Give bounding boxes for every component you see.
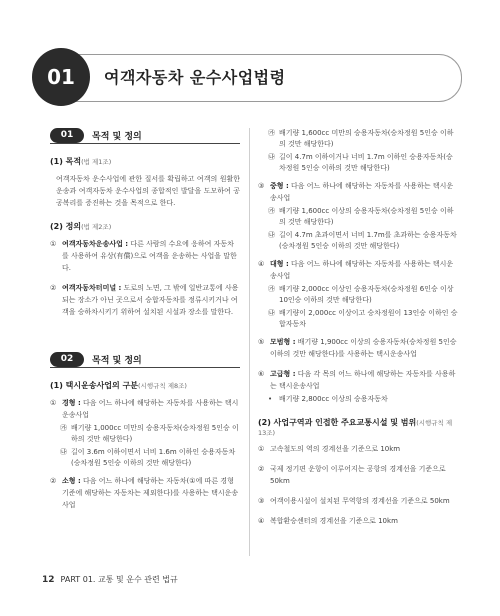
list-item xyxy=(258,368,458,392)
list-marker: ③ xyxy=(258,182,265,190)
list-term: 경형 : xyxy=(62,399,81,407)
list-text xyxy=(270,258,458,282)
list-text xyxy=(270,463,458,487)
list-marker: ⑤ xyxy=(258,338,265,346)
list-marker: ② xyxy=(50,477,57,485)
definition-list xyxy=(50,238,240,318)
list-item xyxy=(258,463,458,487)
list-text xyxy=(270,368,458,392)
left-column xyxy=(50,128,240,519)
list-entry xyxy=(50,397,240,469)
list-description: 다음 어느 하나에 해당하는 자동차를 사용하는 택시운송사업 xyxy=(270,182,454,202)
list-item xyxy=(50,397,240,421)
list-marker: ② xyxy=(258,465,265,473)
list-entry xyxy=(258,515,458,527)
purpose-paragraph: 여객자동차 운수사업에 관한 질서를 확립하고 여객의 원활한 운송과 여객자동차 운수사업의 종합적인 발달을 도모하여 공공복리를 증진하는 것을 목적으로 한다. xyxy=(56,175,240,207)
sub-list xyxy=(258,206,458,252)
sub-list-marker: ㉮ xyxy=(60,424,67,432)
list-description: 다음 어느 하나에 해당하는 자동차를 사용하는 택시운송사업 xyxy=(62,399,239,419)
list-item xyxy=(258,515,458,527)
list-text xyxy=(270,336,458,360)
list-entry xyxy=(258,443,458,455)
list-description: 여객이용시설이 설치된 무역항의 경계선을 기준으로 50km xyxy=(270,497,450,505)
subheading-text: (2) 사업구역과 인접한 주요교통시설 및 범위 xyxy=(258,418,417,427)
sub-list-text: 배기량 2,800cc 이상의 승용자동차 xyxy=(279,395,388,403)
sub-list-item xyxy=(268,128,458,150)
sub-list-text: 배기량 1,600cc 이상의 승용자동차(승차정원 5인승 이하의 것만 해당한다) xyxy=(279,207,454,226)
list-term: 고급형 : xyxy=(270,370,296,378)
facility-list xyxy=(258,443,458,527)
list-marker: ② xyxy=(50,284,57,292)
sub-list-text: 배기량 1,600cc 미만의 승용자동차(승차정원 5인승 이하의 것만 해당한다) xyxy=(279,129,454,148)
section-header-02 xyxy=(50,352,240,368)
right-column xyxy=(258,128,458,535)
subheading-taxi-types xyxy=(50,380,240,391)
sub-list-marker: ㉮ xyxy=(268,129,275,137)
list-item xyxy=(50,238,240,274)
list-entry xyxy=(258,180,458,252)
list-description: 국제 정기편 운항이 이루어지는 공항의 경계선을 기준으로 50km xyxy=(270,465,446,485)
list-marker: ④ xyxy=(258,260,265,268)
section-title: 목적 및 정의 xyxy=(92,356,142,366)
sub-list xyxy=(258,394,458,405)
subheading-definition xyxy=(50,221,240,232)
list-marker: ① xyxy=(50,240,57,248)
continued-list xyxy=(258,128,458,174)
law-reference: (법 제2조) xyxy=(81,223,112,231)
list-item xyxy=(258,180,458,204)
list-item xyxy=(258,495,458,507)
sub-list-item xyxy=(268,206,458,228)
list-description: 다음 어느 하나에 해당하는 자동차(①에 따른 경형 기준에 해당하는 자동차는 제외한다)를 사용하는 택시운송사업 xyxy=(62,477,239,509)
section-title: 목적 및 정의 xyxy=(92,132,142,142)
list-text xyxy=(270,443,458,455)
sub-list-marker: ㉯ xyxy=(268,231,275,239)
sub-list-item xyxy=(268,284,458,306)
law-reference: (시행규칙 제13조) xyxy=(258,419,453,437)
footer-text: PART 01. 교통 및 운수 관련 법규 xyxy=(60,575,178,584)
list-description: 배기량 1,900cc 이상의 승용자동차(승차정원 5인승 이하의 것만 해당한다)를 사용하는 택시운송사업 xyxy=(270,338,457,358)
sub-list-item xyxy=(268,308,458,330)
list-marker: ③ xyxy=(258,497,265,505)
sub-list-item xyxy=(268,394,458,405)
chapter-title: 여객자동차 운수사업법령 xyxy=(104,68,286,87)
list-entry xyxy=(50,282,240,318)
sub-list-text: 길이 3.6m 이하이면서 너비 1.6m 이하인 승용자동차(승차정원 5인승 이하의 것만 해당한다) xyxy=(71,448,236,467)
list-marker: ⑥ xyxy=(258,370,265,378)
subheading-purpose xyxy=(50,156,240,167)
list-item xyxy=(50,475,240,511)
sub-list-text: 길이 4.7m 초과이면서 너비 1.7m를 초과하는 승용자동차(승차정원 5인승 이하의 것만 해당한다) xyxy=(279,231,457,250)
law-reference: (법 제1조) xyxy=(81,158,112,166)
list-text xyxy=(62,475,240,511)
list-entry xyxy=(258,463,458,487)
list-entry xyxy=(258,336,458,360)
law-reference: (시행규칙 제8조) xyxy=(138,382,187,390)
list-item xyxy=(50,282,240,318)
sub-list-item xyxy=(60,423,240,445)
list-description: 도로의 노면, 그 밖에 일반교통에 사용되는 장소가 아닌 곳으로서 승합자동차를 정류시키거나 여객을 승하차시키기 위하여 설치된 시설과 장소를 말한다. xyxy=(62,284,239,316)
list-item xyxy=(258,336,458,360)
list-marker: ① xyxy=(258,445,265,453)
list-description: 고속철도의 역의 경계선을 기준으로 10km xyxy=(270,445,401,453)
list-marker: ① xyxy=(50,399,57,407)
chapter-number: 01 xyxy=(32,48,90,106)
sub-list-item xyxy=(60,447,240,469)
sub-list-text: 길이 4.7m 이하이거나 너비 1.7m 이하인 승용자동차(승차정원 5인승 이하의 것만 해당한다) xyxy=(279,153,453,172)
sub-list xyxy=(50,423,240,469)
sub-list-marker: ㉯ xyxy=(268,153,275,161)
sub-list xyxy=(258,284,458,330)
subheading-text: (2) 정의 xyxy=(50,222,82,231)
list-item xyxy=(258,443,458,455)
section-number: 01 xyxy=(50,128,84,143)
sub-list-marker: ㉮ xyxy=(268,207,275,215)
list-description: 다른 사람의 수요에 응하여 자동차를 사용하여 유상(有償)으로 여객을 운송하는 사업을 말한다. xyxy=(62,240,237,272)
list-term: 모범형 : xyxy=(270,338,296,346)
list-entry xyxy=(258,258,458,330)
section-rule xyxy=(50,367,240,368)
taxi-type-list-continued xyxy=(258,180,458,405)
list-description: 복합환승센터의 경계선을 기준으로 10km xyxy=(270,517,398,525)
list-text xyxy=(270,515,458,527)
list-entry xyxy=(50,238,240,274)
list-entry xyxy=(50,475,240,511)
sub-list-marker: ㉯ xyxy=(60,448,67,456)
subheading-transport-facilities xyxy=(258,417,458,437)
list-term: 여객자동차운송사업 : xyxy=(62,240,129,248)
list-entry xyxy=(258,495,458,507)
list-text xyxy=(62,282,240,318)
list-marker: ④ xyxy=(258,517,265,525)
column-divider xyxy=(249,128,250,556)
subheading-text: (1) 목적 xyxy=(50,157,82,166)
list-text xyxy=(62,238,240,274)
list-item xyxy=(258,258,458,282)
sub-list-marker: • xyxy=(268,395,273,403)
sub-list-marker: ㉮ xyxy=(268,285,275,293)
taxi-type-list xyxy=(50,397,240,511)
sub-list-text: 배기량 2,000cc 이상인 승용자동차(승차정원 6인승 이상 10인승 이하의 것만 해당한다) xyxy=(279,285,454,304)
list-term: 소형 : xyxy=(62,477,81,485)
subheading-text: (1) 택시운송사업의 구분 xyxy=(50,381,139,390)
list-text xyxy=(270,495,458,507)
sub-list-item xyxy=(268,152,458,174)
sub-list-text: 배기량 1,000cc 미만의 승용자동차(승차정원 5인승 이하의 것만 해당한다) xyxy=(71,424,239,443)
list-text xyxy=(270,180,458,204)
list-term: 중형 : xyxy=(270,182,289,190)
sub-list-item xyxy=(268,230,458,252)
sub-list-marker: ㉯ xyxy=(268,309,275,317)
list-description: 다음 어느 하나에 해당하는 자동차를 사용하는 택시운송사업 xyxy=(270,260,454,280)
section-number: 02 xyxy=(50,352,84,367)
sub-list-text: 배기량이 2,000cc 이상이고 승차정원이 13인승 이하인 승합자동차 xyxy=(279,309,458,328)
list-entry xyxy=(258,368,458,405)
list-text xyxy=(62,397,240,421)
list-description: 다음 각 목의 어느 하나에 해당하는 자동차를 사용하는 택시운송사업 xyxy=(270,370,456,390)
page-footer xyxy=(42,574,178,585)
list-term: 여객자동차터미널 : xyxy=(62,284,122,292)
section-rule xyxy=(50,143,240,144)
section-header-01 xyxy=(50,128,240,144)
page-number: 12 xyxy=(42,575,55,585)
list-term: 대형 : xyxy=(270,260,289,268)
